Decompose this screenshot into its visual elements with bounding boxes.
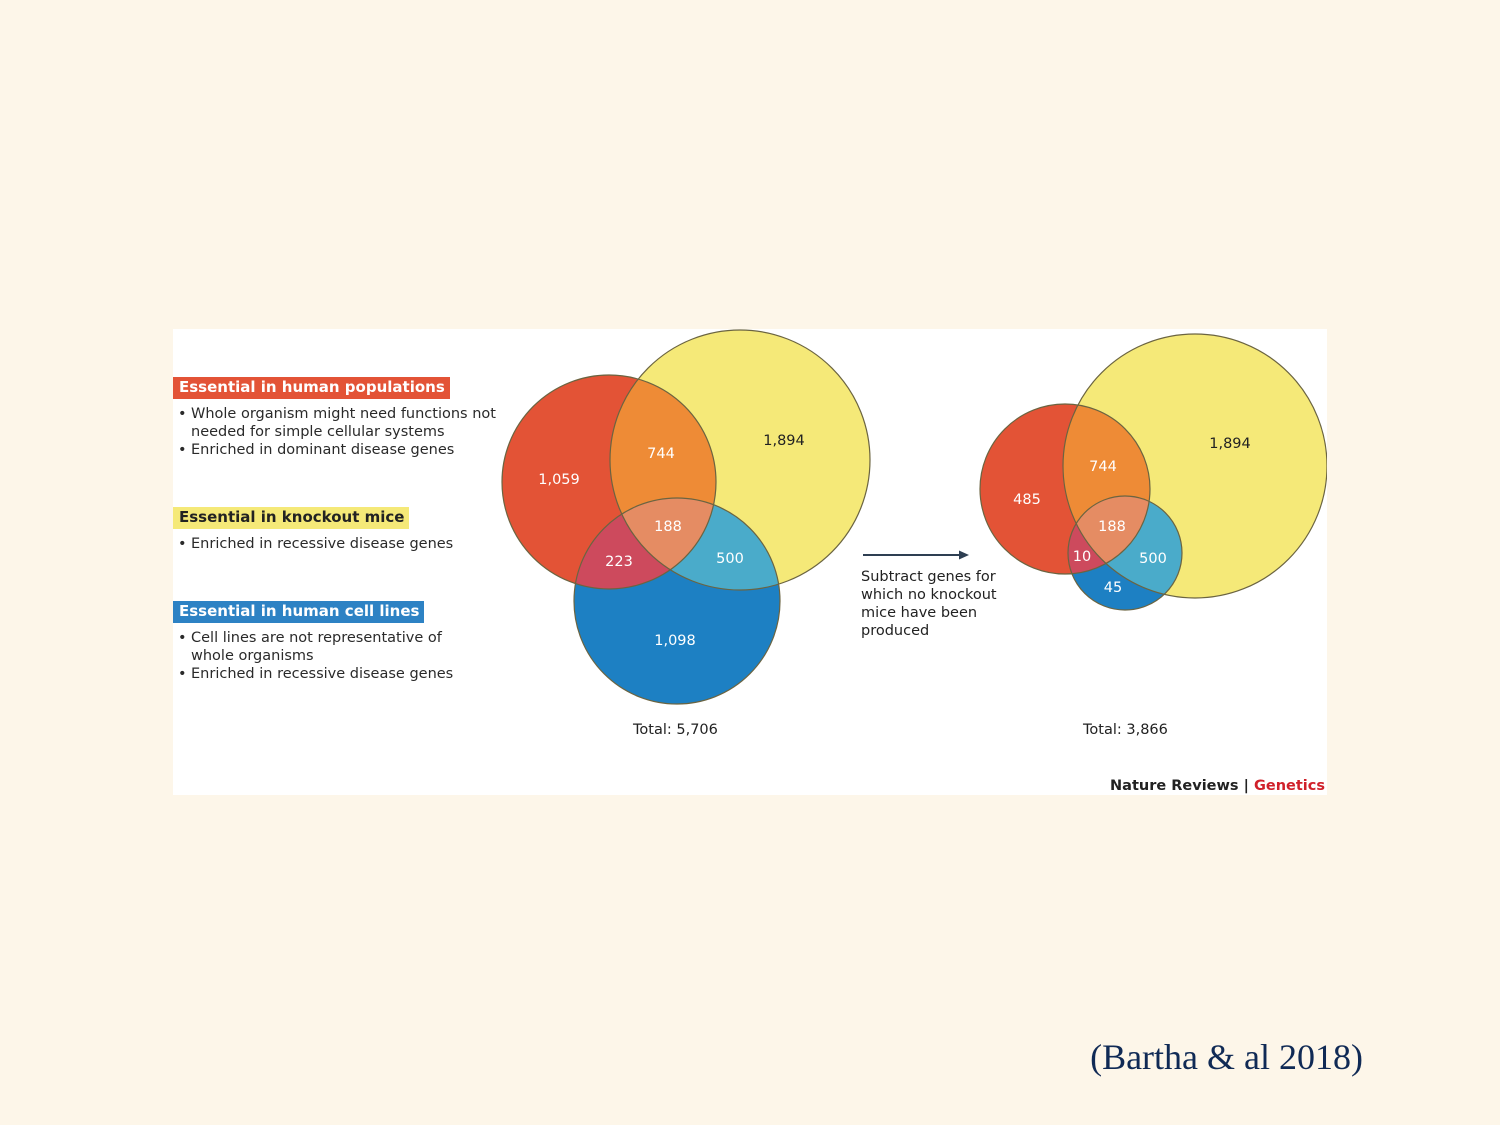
venn-right-red-blue-value: 10 xyxy=(1072,549,1092,565)
journal-separator: | xyxy=(1243,778,1249,794)
subtract-arrow xyxy=(863,551,969,560)
legend-title-knockout-mice: Essential in knockout mice xyxy=(173,507,409,529)
legend-bullet: • Whole organism might need functions not needed for simple cellular systems xyxy=(178,405,498,441)
venn-left-red-yellow-value: 744 xyxy=(647,446,675,462)
legend-bullets-cell-lines xyxy=(178,629,458,683)
venn-left-blue-only-value: 1,098 xyxy=(654,633,696,649)
legend-title-cell-lines: Essential in human cell lines xyxy=(173,601,424,623)
journal-section: Genetics xyxy=(1253,778,1325,794)
venn-left-all-three-value: 188 xyxy=(654,519,682,535)
legend-bullet: • Enriched in recessive disease genes xyxy=(178,665,458,683)
venn-right-red-yellow-value: 744 xyxy=(1089,459,1117,475)
journal-name: Nature Reviews xyxy=(1110,778,1239,794)
citation: (Bartha & al 2018) xyxy=(1090,1037,1363,1077)
venn-right-red-only-value: 485 xyxy=(1013,492,1041,508)
legend-bullets-human-populations xyxy=(178,405,498,459)
venn-right xyxy=(980,334,1327,610)
venn-left-red-only-value: 1,059 xyxy=(538,472,580,488)
venn-left-yellow-blue-value: 500 xyxy=(716,551,744,567)
legend-bullets-knockout-mice xyxy=(178,535,498,553)
legend-bullet: • Enriched in recessive disease genes xyxy=(178,535,498,553)
legend-bullet: • Cell lines are not representative of whole organisms xyxy=(178,629,458,665)
journal-credit xyxy=(1110,778,1325,794)
venn-left xyxy=(502,330,870,704)
venn-right-blue-only-value: 45 xyxy=(1103,580,1123,596)
venn-right-all-three-value: 188 xyxy=(1098,519,1126,535)
venn-right-yellow-only-value: 1,894 xyxy=(1209,436,1251,452)
subtract-caption: Subtract genes for which no knockout mice have been produced xyxy=(861,569,997,639)
legend-bullet: • Enriched in dominant disease genes xyxy=(178,441,498,459)
figure-panel xyxy=(173,329,1327,795)
legend-title-human-populations: Essential in human populations xyxy=(173,377,450,399)
venn-left-yellow-only-value: 1,894 xyxy=(763,433,805,449)
venn-right-total: Total: 3,866 xyxy=(1083,722,1168,738)
venn-left-total: Total: 5,706 xyxy=(633,722,718,738)
venn-right-yellow-blue-value: 500 xyxy=(1139,551,1167,567)
venn-left-red-blue-value: 223 xyxy=(605,554,633,570)
